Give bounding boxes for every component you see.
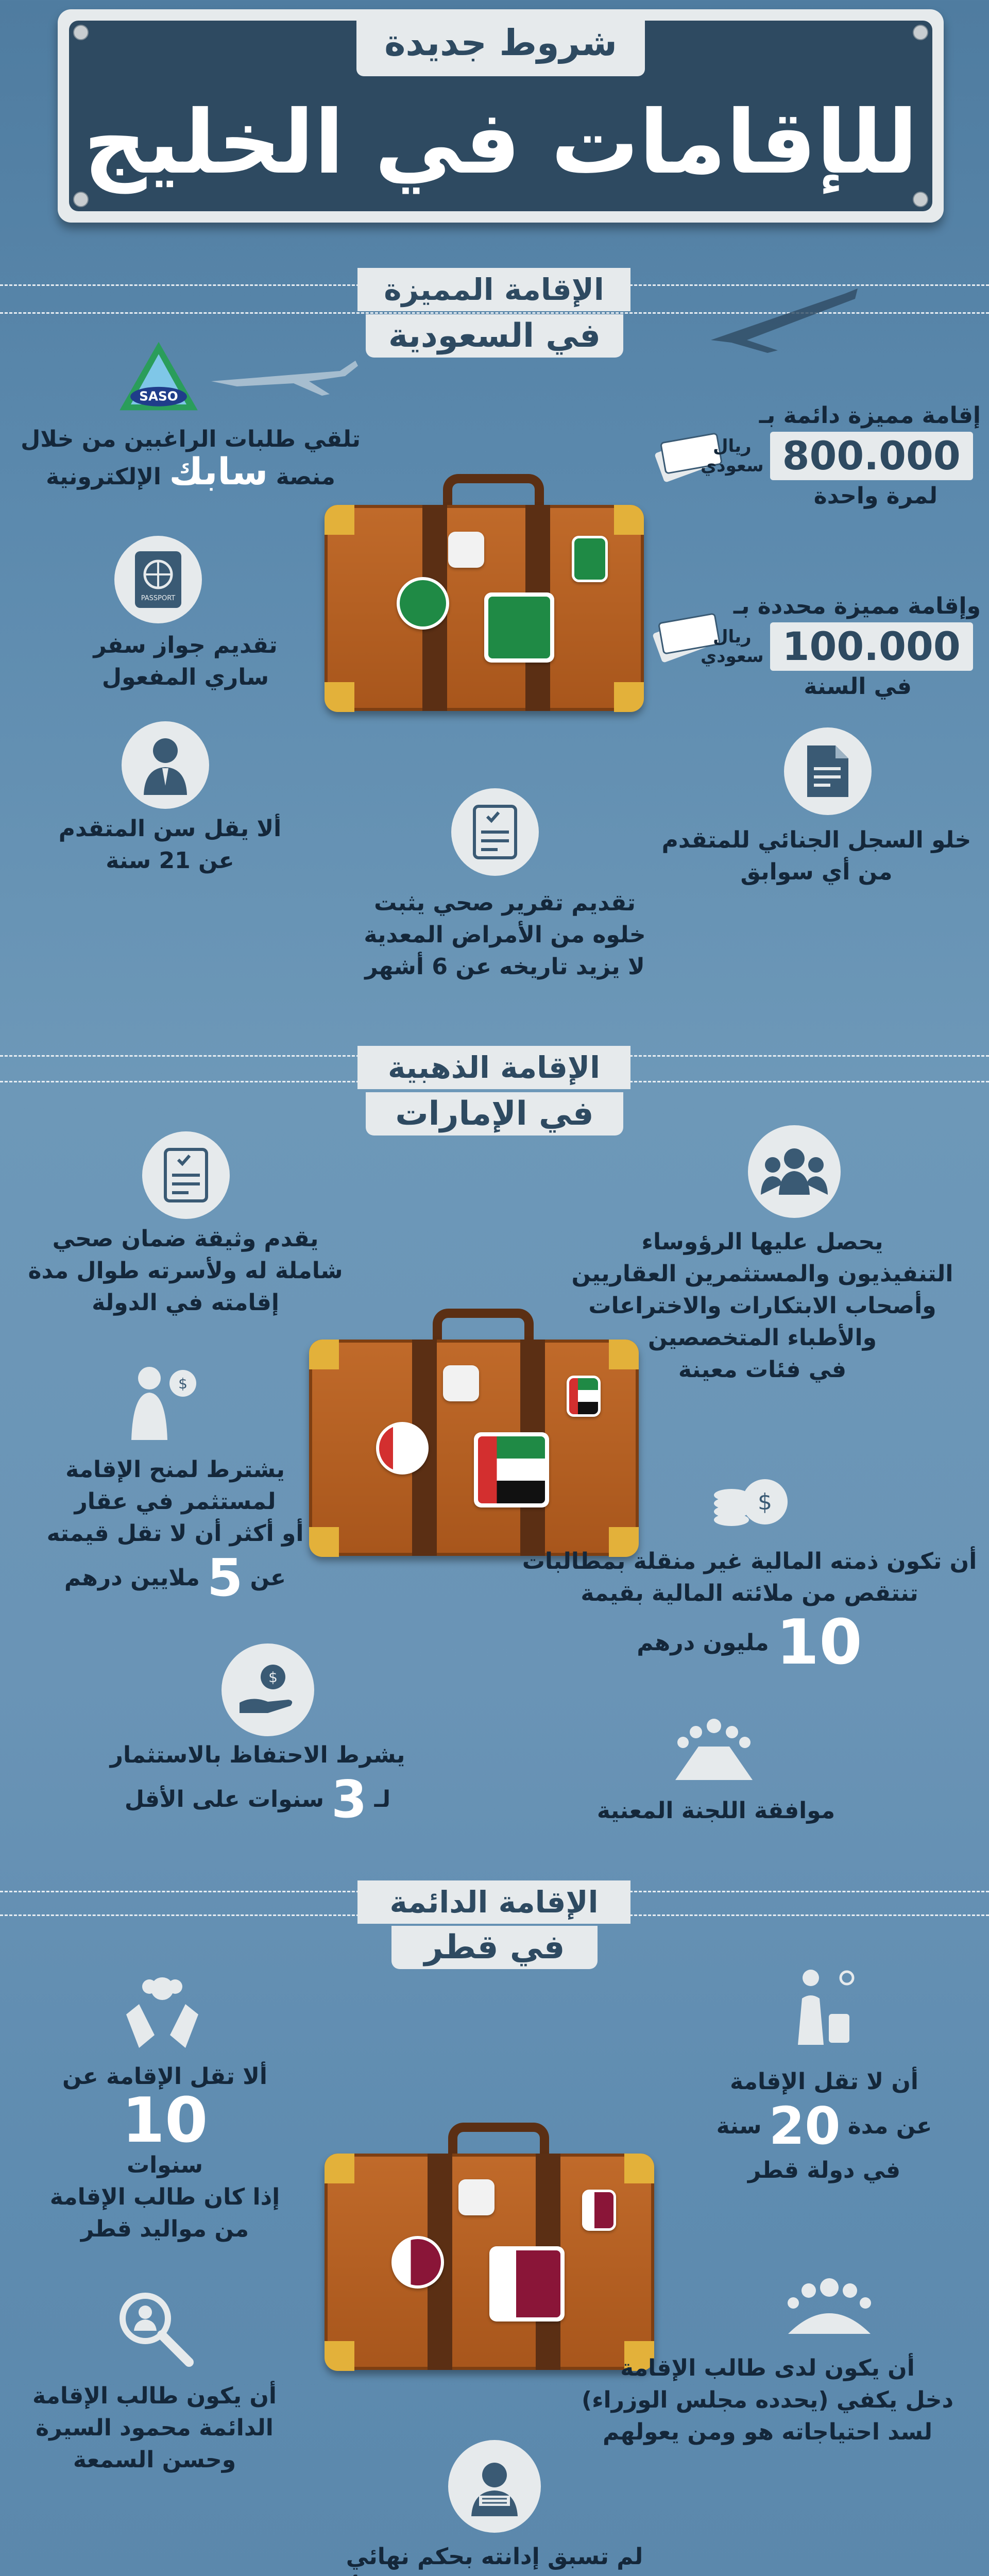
item-text: الدائمة محمود السيرة xyxy=(36,2415,274,2441)
page-title: للإقامات في الخليج xyxy=(83,92,918,194)
uae-left-item-3 xyxy=(77,1739,438,1828)
item-text: أن تكون ذمته المالية غير منقلة بمطالبات xyxy=(522,1548,977,1574)
medical-report-icon xyxy=(142,1131,230,1219)
uae-flag-sticker xyxy=(376,1422,429,1475)
medical-report-icon xyxy=(451,788,539,876)
subtitle-box xyxy=(356,9,645,76)
item-text: إذا كان طالب الإقامة xyxy=(49,2184,280,2210)
qatar-left-item-2 xyxy=(10,2380,299,2476)
svg-text:PASSPORT: PASSPORT xyxy=(141,595,176,602)
currency-label: ريال xyxy=(712,626,752,647)
qatar-right-item-2 xyxy=(556,2352,979,2448)
item-text: خلوه من الأمراض المعدية xyxy=(364,922,646,948)
brand-name: سابك xyxy=(169,450,268,493)
svg-text:$: $ xyxy=(178,1375,187,1392)
uae-left-item-2 xyxy=(10,1454,340,1606)
section-subtitle-qatar: في قطر xyxy=(391,1926,598,1969)
item-text: لمستثمر في عقار xyxy=(74,1488,276,1515)
qatar-left-item-1 xyxy=(21,2061,309,2245)
qatar-flag-sticker xyxy=(582,2190,616,2231)
amount-box: 800.000 xyxy=(770,432,973,480)
qatar-flag-sticker xyxy=(391,2236,444,2289)
suitcase-corner xyxy=(309,1340,339,1369)
saudi-left-item-2 xyxy=(41,630,330,693)
saso-logo-icon xyxy=(112,330,205,422)
item-text: لسد احتياجاته هو ومن يعولهم xyxy=(603,2419,932,2445)
screw-icon xyxy=(73,25,89,40)
item-text: من مواليد قطر xyxy=(80,2216,249,2242)
suitcase-corner xyxy=(325,505,354,535)
page-subtitle: شروط جديدة xyxy=(384,22,617,64)
uae-flag-sticker xyxy=(474,1432,549,1507)
item-text: تلقي طلبات الراغبين من خلال xyxy=(21,426,361,452)
suitcase-corner xyxy=(309,1527,339,1557)
item-text: ألا تقل الإقامة عن xyxy=(62,2063,268,2090)
item-text: تنتقص من ملائته المالية بقيمة xyxy=(581,1580,918,1606)
item-text: يقدم وثيقة ضمان صحي xyxy=(52,1226,319,1252)
item-text: في دولة قطر xyxy=(747,2157,901,2183)
item-text: لمرة واحدة xyxy=(813,483,937,509)
highlight-number: 5 xyxy=(207,1548,243,1608)
investor-icon xyxy=(118,1360,206,1448)
item-text: أن يكون طالب الإقامة xyxy=(32,2383,277,2409)
stamp-sticker xyxy=(448,532,484,568)
highlight-number: 10 xyxy=(122,2085,208,2157)
item-text: الإلكترونية xyxy=(46,464,161,490)
suitcase-corner xyxy=(614,505,644,535)
screw-icon xyxy=(913,192,928,207)
suitcase-corner xyxy=(325,2154,354,2183)
item-text: خلو السجل الجنائي للمتقدم xyxy=(661,827,971,853)
saudi-flag-sticker xyxy=(572,536,608,582)
saudi-right-item-2 xyxy=(701,590,989,703)
saudi-right-item-3 xyxy=(644,824,989,888)
saudi-flag-sticker xyxy=(397,577,449,630)
uae-right-item-3: موافقة اللجنة المعنية xyxy=(596,1798,835,1824)
highlight-number: 20 xyxy=(769,2096,841,2156)
uae-left-item-1 xyxy=(5,1223,366,1319)
item-text: منصة xyxy=(276,464,335,490)
svg-text:$: $ xyxy=(758,1489,772,1515)
currency-label: سعودي xyxy=(701,646,764,667)
document-icon xyxy=(784,727,872,815)
saudi-left-item-3 xyxy=(46,813,294,877)
suitcase-corner xyxy=(325,682,354,712)
section-subtitle-uae: في الإمارات xyxy=(366,1092,623,1136)
item-text: أو أكثر أن لا تقل قيمته xyxy=(46,1520,304,1547)
item-text: عن xyxy=(250,1565,286,1591)
item-text: التنفيذيون والمستثمرين العقاريين xyxy=(571,1261,953,1287)
item-text: سنة xyxy=(716,2113,762,2139)
amount-box: 100.000 xyxy=(770,622,973,671)
passport-icon xyxy=(114,536,202,623)
section-title-qatar: الإقامة الدائمة xyxy=(357,1880,630,1924)
saudi-center-item xyxy=(319,887,690,983)
stamp-sticker xyxy=(443,1365,479,1401)
magnifier-icon xyxy=(109,2282,202,2375)
item-text: إقامة مميزة دائمة بـ xyxy=(759,402,981,429)
suitcase-corner xyxy=(325,2341,354,2371)
item-text: ملايين درهم xyxy=(64,1565,200,1591)
airplane-icon xyxy=(206,350,361,397)
item-text: تقديم تقرير صحي يثبت xyxy=(374,890,636,916)
item-text: عن 21 سنة xyxy=(106,848,234,874)
item-text: أن لا تقل الإقامة xyxy=(730,2069,918,2095)
item-text: يشترط لمنح الإقامة xyxy=(65,1456,285,1483)
item-text: والأطباء المتخصصين xyxy=(648,1325,877,1351)
suitcase-corner xyxy=(614,682,644,712)
item-text: ساري المفعول xyxy=(101,664,269,690)
section-subtitle-saudi: في السعودية xyxy=(366,314,623,358)
suitcase-illustration xyxy=(325,2123,654,2370)
screw-icon xyxy=(73,192,89,207)
item-text: ألا يقل سن المتقدم xyxy=(58,816,282,842)
item-text: سنوات xyxy=(126,2152,203,2178)
committee-icon xyxy=(668,1700,760,1793)
highlight-number: 3 xyxy=(331,1769,367,1829)
highlight-number: 10 xyxy=(776,1607,862,1679)
header-sign xyxy=(58,9,944,223)
item-text: تقديم جواز سفر xyxy=(93,632,278,658)
item-text: وأصحاب الابتكارات والاختراعات xyxy=(588,1293,936,1319)
currency-label: سعودي xyxy=(701,455,764,476)
section-title-saudi: الإقامة المميزة xyxy=(357,268,630,311)
family-icon xyxy=(783,2257,876,2349)
prisoner-icon xyxy=(448,2440,541,2533)
item-text: لا يزيد تاريخه عن 6 أشهر xyxy=(365,954,645,980)
screw-icon xyxy=(913,25,928,40)
stamp-sticker xyxy=(458,2179,494,2215)
qatar-right-item-1 xyxy=(701,2066,948,2187)
saudi-left-item-1 xyxy=(10,423,371,493)
saudi-flag-sticker xyxy=(484,592,554,663)
item-text: يشرط الاحتفاظ بالاستثمار xyxy=(110,1742,405,1768)
section-title-uae: الإقامة الذهبية xyxy=(357,1046,630,1089)
saudi-right-item-1 xyxy=(701,400,989,512)
uae-right-item-1 xyxy=(546,1226,979,1386)
svg-text:SASO: SASO xyxy=(139,388,178,404)
traveler-icon xyxy=(775,1960,867,2053)
item-text: وحسن السمعة xyxy=(73,2447,236,2473)
money-hand-icon xyxy=(221,1643,314,1736)
uae-right-item-2 xyxy=(515,1546,984,1679)
item-text: لـ xyxy=(374,1786,391,1812)
suitcase-corner xyxy=(624,2154,654,2183)
item-text: في السنة xyxy=(804,673,912,700)
item-text: لم تسبق إدانته بحكم نهائي xyxy=(346,2544,643,2570)
item-text: عن مدة xyxy=(847,2113,932,2139)
coins-icon xyxy=(706,1453,793,1540)
qatar-center-item xyxy=(304,2541,685,2576)
item-text: إقامته في الدولة xyxy=(92,1290,279,1316)
item-text: في فئات معينة xyxy=(678,1357,847,1383)
currency-label: ريال xyxy=(712,436,752,456)
item-text: وإقامة مميزة محددة بـ xyxy=(733,593,981,619)
hands-icon xyxy=(118,1968,206,2056)
item-text: شاملة له ولأسرته طوال مدة xyxy=(28,1258,343,1284)
item-text: أن يكون لدى طالب الإقامة xyxy=(620,2355,915,2381)
item-text: من أي سوابق xyxy=(740,859,893,885)
airplane-icon xyxy=(701,278,865,355)
item-text: دخل يكفي (يحدده مجلس الوزراء) xyxy=(581,2387,954,2413)
suitcase-illustration xyxy=(325,474,644,711)
item-text: مليون درهم xyxy=(637,1630,769,1656)
item-text xyxy=(304,2573,685,2576)
qatar-flag-sticker xyxy=(489,2246,565,2321)
item-text: سنوات على الأقل xyxy=(124,1786,325,1812)
group-icon xyxy=(748,1125,841,1218)
item-text: يحصل عليها الرؤوساء xyxy=(641,1229,883,1255)
svg-text:$: $ xyxy=(268,1669,278,1686)
person-icon xyxy=(122,721,209,809)
